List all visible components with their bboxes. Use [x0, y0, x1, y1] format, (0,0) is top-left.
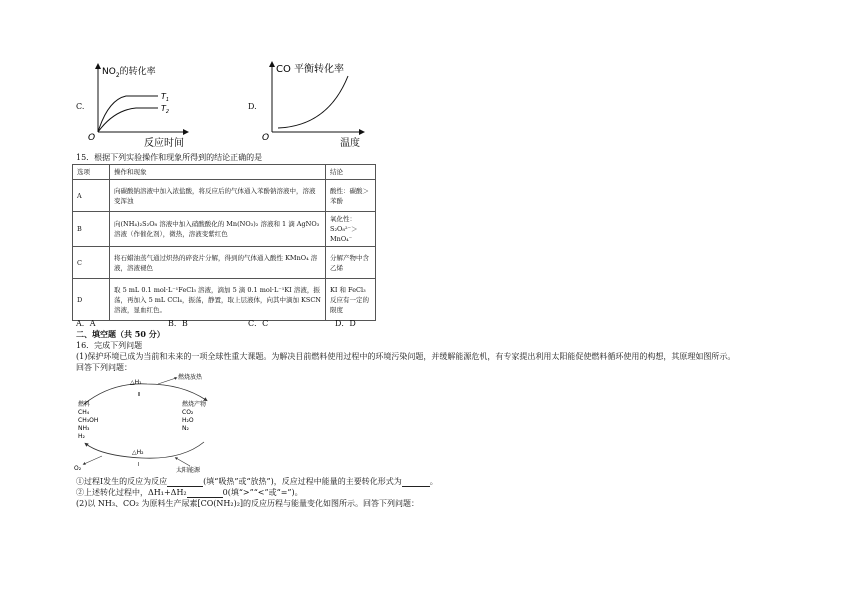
graph-c-ylabel: NO [102, 67, 116, 77]
o2-arrow [84, 456, 102, 464]
row-operation: 将石蜡油蒸气通过炽热的碎瓷片分解，得到的气体通入酸性 KMnO₄ 溶液，溶液褪色 [110, 247, 326, 279]
section-heading: 二、填空题（共 50 分） [76, 329, 165, 339]
answer-blank-3[interactable] [187, 489, 223, 498]
fuel-item: NH₃ [78, 425, 90, 432]
graph-c [86, 60, 206, 150]
fuel-cycle-diagram [72, 372, 232, 474]
choice-b: B．B [168, 319, 188, 328]
sub2-text-a: ②上述转化过程中，ΔH₁+ΔH₂ [76, 488, 187, 497]
fuel-label: 燃料 [78, 401, 91, 408]
q15-table [72, 164, 376, 321]
row-option: B [73, 212, 110, 247]
row-option: A [73, 180, 110, 212]
graph-c-xlabel: 反应时间 [144, 138, 184, 149]
product-item: CO₂ [182, 409, 194, 416]
curve-t1 [98, 96, 158, 132]
graph-d-origin: O [262, 133, 270, 143]
header-operation: 操作和现象 [110, 165, 326, 180]
row-operation: 向碳酸钠溶液中加入浓盐酸，将反应后的气体通入苯酚钠溶液中，溶液变浑浊 [110, 180, 326, 212]
table-row [73, 279, 376, 321]
row-operation: 取 5 mL 0.1 mol·L⁻¹FeCl₃ 溶液，滴加 5 滴 0.1 mol·L⁻¹KI 溶液，振荡，再加入 5 mL CCl₄，振荡，静置，取上层液体，向其中滴加 KSCN 溶液，显血红色。 [110, 279, 326, 321]
row-option: C [73, 247, 110, 279]
graph-d [258, 58, 378, 150]
curve-co [278, 76, 348, 128]
fuel-item: CH₃OH [78, 417, 99, 424]
graph-c-origin: O [88, 133, 96, 143]
sub1-text-c: 。 [429, 477, 438, 486]
products-label: 燃烧产物 [182, 401, 207, 408]
q16-sub1 [76, 476, 438, 487]
choice-a: A．A [76, 319, 96, 328]
svg-text:T1: $T_1$ [161, 92, 170, 103]
row-conclusion: 氧化性：S₂O₈²⁻＞MnO₄⁻ [326, 212, 376, 247]
sub1-text-a: ①过程Ⅰ发生的反应为反应 [76, 477, 168, 486]
q16-part1b: 回答下列问题： [76, 363, 132, 372]
sub2-text-b: 0(填“>”“<”或“=”)。 [222, 488, 303, 497]
row-conclusion: 酸性：碳酸＞苯酚 [326, 180, 376, 212]
dh1-label: △H₁ [130, 379, 142, 386]
o2-label: O₂ [74, 465, 82, 472]
sub1-text-b: (填“吸热”或“放热”)，反应过程中能量的主要转化形式为 [203, 477, 402, 486]
option-c-label: C. [76, 102, 85, 111]
solar-arrow [176, 458, 190, 466]
fuel-item: CH₄ [78, 409, 90, 416]
solar-label: 太阳能源 [176, 467, 201, 474]
dh2-label: △H₂ [132, 449, 144, 456]
q16-part1: (1)保护环境已成为当前和未来的一项全球性重大课题。为解决目前燃料使用过程中的环境污染问题，并缓解能源危机，有专家提出利用太阳能促使燃料循环使用的构想，其原理如图所示。 [76, 352, 736, 361]
heat-arrow [158, 378, 176, 384]
answer-blank-1[interactable] [167, 478, 203, 487]
option-d-label: D. [248, 102, 257, 111]
heat-release-label: 燃烧放热 [178, 374, 203, 381]
product-item: N₂ [182, 425, 189, 432]
fuel-item: H₂ [78, 433, 85, 440]
svg-text:NO2的转化率: $NO_2$的转化率 [102, 67, 156, 79]
process-1-arrow [86, 442, 204, 458]
curve-t1-label: T [161, 92, 166, 101]
row-conclusion: KI 和 FeCl₃ 反应有一定的限度 [326, 279, 376, 321]
header-option: 选项 [73, 165, 110, 180]
choice-d: D．D [335, 319, 356, 328]
product-item: H₂O [182, 417, 194, 424]
table-row [73, 180, 376, 212]
q15-stem: 15．根据下列实验操作和现象所得到的结论正确的是 [76, 153, 263, 162]
table-row [73, 212, 376, 247]
svg-text:T2: $T_2$ [161, 104, 170, 115]
row-option: D [73, 279, 110, 321]
table-header-row [73, 165, 376, 180]
row-operation: 向(NH₄)₂S₂O₈ 溶液中加入硝酸酸化的 Mn(NO₃)₂ 溶液和 1 滴 AgNO₃ 溶液（作催化剂），微热，溶液变紫红色 [110, 212, 326, 247]
graph-d-xlabel: 温度 [340, 138, 360, 149]
q16-sub2 [76, 487, 303, 498]
answer-blank-2[interactable] [402, 478, 430, 487]
q16-stem: 16．完成下列问题 [76, 341, 143, 350]
process-1-label: Ⅰ [138, 462, 140, 468]
graph-d-ylabel: CO 平衡转化率 [276, 64, 345, 75]
row-conclusion: 分解产物中含乙烯 [326, 247, 376, 279]
q16-part2: (2)以 NH₃、CO₂ 为原料生产尿素[CO(NH₂)₂]的反应历程与能量变化如图所示。回答下列问题： [76, 499, 420, 508]
table-row [73, 247, 376, 279]
header-conclusion: 结论 [326, 165, 376, 180]
choice-c: C．C [248, 319, 269, 328]
process-2-label: Ⅱ [138, 392, 141, 398]
curve-t2-label: T [161, 104, 166, 113]
